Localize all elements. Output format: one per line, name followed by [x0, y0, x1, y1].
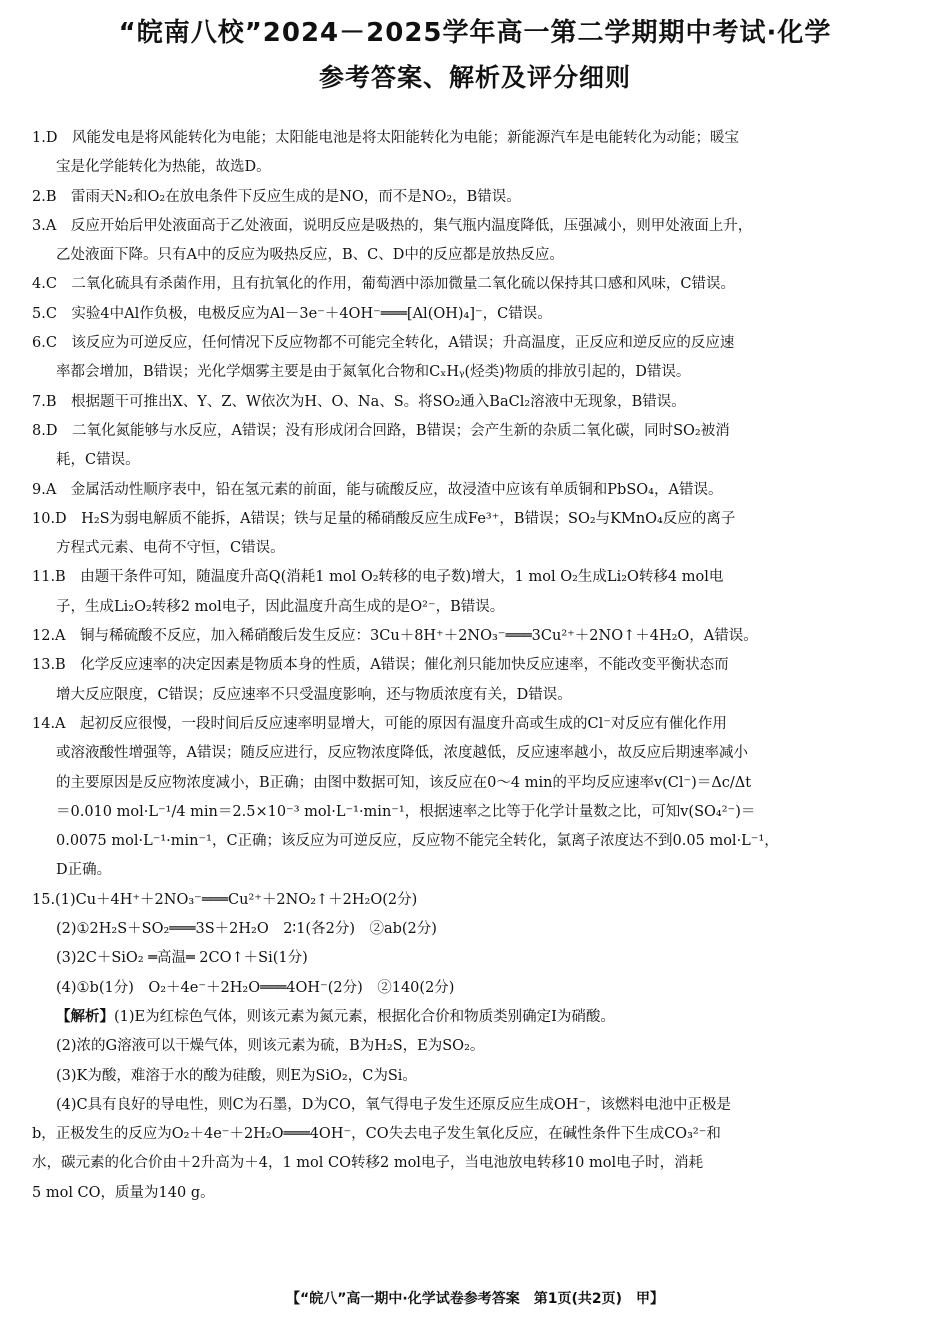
answer-item-cont: 宝是化学能转化为热能，故选D。: [56, 159, 271, 176]
answer-item-cont: D正确。: [56, 862, 112, 879]
answer-item-cont: 子，生成Li₂O₂转移2 mol电子，因此温度升高生成的是O²⁻，B错误。: [56, 598, 505, 615]
analysis-line-2: (2)浓的G溶液可以干燥气体，则该元素为硫，B为H₂S，E为SO₂。: [56, 1038, 485, 1055]
analysis-line-3: (3)K为酸，难溶于水的酸为硅酸，则E为SiO₂，C为Si。: [56, 1067, 417, 1084]
q15-part-4: (4)①b(1分) O₂＋4e⁻＋2H₂O═══4OH⁻(2分) ②140(2分): [56, 979, 455, 996]
answer-item: 3.A 反应开始后甲处液面高于乙处液面，说明反应是吸热的，集气瓶内温度降低，压强减小，则甲处液面上升，: [32, 217, 753, 234]
analysis-line-7: 5 mol CO，质量为140 g。: [32, 1184, 215, 1201]
answer-item-cont: 或溶液酸性增强等，A错误；随反应进行，反应物浓度降低，浓度越低，反应速率越小，故反应后期速率减小: [56, 745, 748, 762]
answer-item: 11.B 由题干条件可知，随温度升高Q(消耗1 mol O₂转移的电子数)增大，1 mol O₂生成Li₂O转移4 mol电: [32, 569, 724, 586]
analysis-line-5: b，正极发生的反应为O₂＋4e⁻＋2H₂O═══4OH⁻，CO失去电子发生氧化反应，在碱性条件下生成CO₃²⁻和: [32, 1126, 721, 1143]
answer-item-cont: 率都会增加，B错误；光化学烟雾主要是由于氮氧化合物和CₓHᵧ(烃类)物质的排放引起的，D错误。: [56, 364, 691, 381]
answer-item-cont: 增大反应限度，C错误；反应速率不只受温度影响，还与物质浓度有关，D错误。: [56, 686, 572, 703]
answer-item-cont: 耗，C错误。: [56, 452, 140, 469]
exam-subtitle: 参考答案、解析及评分细则: [318, 63, 631, 92]
q15-part-3: (3)2C＋SiO₂ ═高温═ 2CO↑＋Si(1分): [56, 950, 308, 967]
exam-title: “皖南八校”2024－2025学年高一第二学期期中考试·化学: [118, 18, 832, 48]
answer-item: 12.A 铜与稀硫酸不反应，加入稀硝酸后发生反应：3Cu＋8H⁺＋2NO₃⁻═══3Cu²⁺＋2NO↑＋4H₂O，A错误。: [32, 628, 758, 645]
page-footer: 【“皖八”高一期中·化学试卷参考答案 第1页(共2页) 甲】: [286, 1291, 664, 1307]
answer-item-cont: 的主要原因是反应物浓度减小，B正确；由图中数据可知，该反应在0～4 min的平均反应速率v(Cl⁻)＝Δc/Δt: [56, 774, 752, 791]
q15-analysis-intro: [32, 1003, 920, 1032]
answer-item: 5.C 实验4中Al作负极，电极反应为Al－3e⁻＋4OH⁻═══[Al(OH)₄]⁻，C错误。: [32, 305, 552, 322]
answer-item: 13.B 化学反应速率的决定因素是物质本身的性质，A错误；催化剂只能加快反应速率，不能改变平衡状态而: [32, 657, 729, 674]
analysis-line-4: (4)C具有良好的导电性，则C为石墨，D为CO，氧气得电子发生还原反应生成OH⁻，该燃料电池中正极是: [56, 1096, 732, 1113]
answer-item: 6.C 该反应为可逆反应，任何情况下反应物都不可能完全转化，A错误；升高温度，正反应和逆反应的反应速: [32, 335, 735, 352]
answer-item-cont: ＝0.010 mol·L⁻¹/4 min＝2.5×10⁻³ mol·L⁻¹·min⁻¹，根据速率之比等于化学计量数之比，可知v(SO₄²⁻)＝: [56, 803, 756, 820]
answer-item: 8.D 二氧化氮能够与水反应，A错误；没有形成闭合回路，B错误；会产生新的杂质二氧化碳，同时SO₂被消: [32, 422, 730, 439]
answer-content: [32, 124, 920, 1208]
answer-item: 2.B 雷雨天N₂和O₂在放电条件下反应生成的是NO，而不是NO₂，B错误。: [32, 188, 521, 205]
q15-head: 15.(1)Cu＋4H⁺＋2NO₃⁻═══Cu²⁺＋2NO₂↑＋2H₂O(2分): [32, 891, 418, 908]
analysis-label: 【解析】: [56, 1008, 114, 1025]
answer-list: [32, 124, 920, 886]
answer-item: 9.A 金属活动性顺序表中，铅在氢元素的前面，能与硫酸反应，故浸渣中应该有单质铜和PbSO₄，A错误。: [32, 481, 723, 498]
answer-item-cont: 方程式元素、电荷不守恒，C错误。: [56, 540, 285, 557]
answer-item-cont: 乙处液面下降。只有A中的反应为吸热反应，B、C、D中的反应都是放热反应。: [56, 247, 564, 264]
question-15: [32, 886, 920, 1208]
answer-item: 7.B 根据题干可推出X、Y、Z、W依次为H、O、Na、S。将SO₂通入BaCl₂溶液中无现象，B错误。: [32, 393, 686, 410]
answer-item: 14.A 起初反应很慢，一段时间后反应速率明显增大，可能的原因有温度升高或生成的Cl⁻对反应有催化作用: [32, 715, 727, 732]
answer-item: 4.C 二氧化硫具有杀菌作用，且有抗氧化的作用，葡萄酒中添加微量二氧化硫以保持其口感和风味，C错误。: [32, 276, 736, 293]
analysis-line-1: (1)E为红棕色气体，则该元素为氮元素，根据化合价和物质类别确定I为硝酸。: [114, 1008, 615, 1025]
analysis-line-6: 水，碳元素的化合价由＋2升高为＋4，1 mol CO转移2 mol电子，当电池放电转移10 mol电子时，消耗: [32, 1155, 704, 1172]
answer-item: 1.D 风能发电是将风能转化为电能；太阳能电池是将太阳能转化为电能；新能源汽车是电能转化为动能；暖宝: [32, 130, 739, 146]
answer-item: 10.D H₂S为弱电解质不能拆，A错误；铁与足量的稀硝酸反应生成Fe³⁺，B错误；SO₂与KMnO₄反应的离子: [32, 510, 736, 527]
q15-part-2: (2)①2H₂S＋SO₂═══3S＋2H₂O 2∶1(各2分) ②ab(2分): [56, 921, 437, 938]
answer-item-cont: 0.0075 mol·L⁻¹·min⁻¹，C正确；该反应为可逆反应，反应物不能完全转化，氯离子浓度达不到0.05 mol·L⁻¹，: [56, 833, 779, 850]
